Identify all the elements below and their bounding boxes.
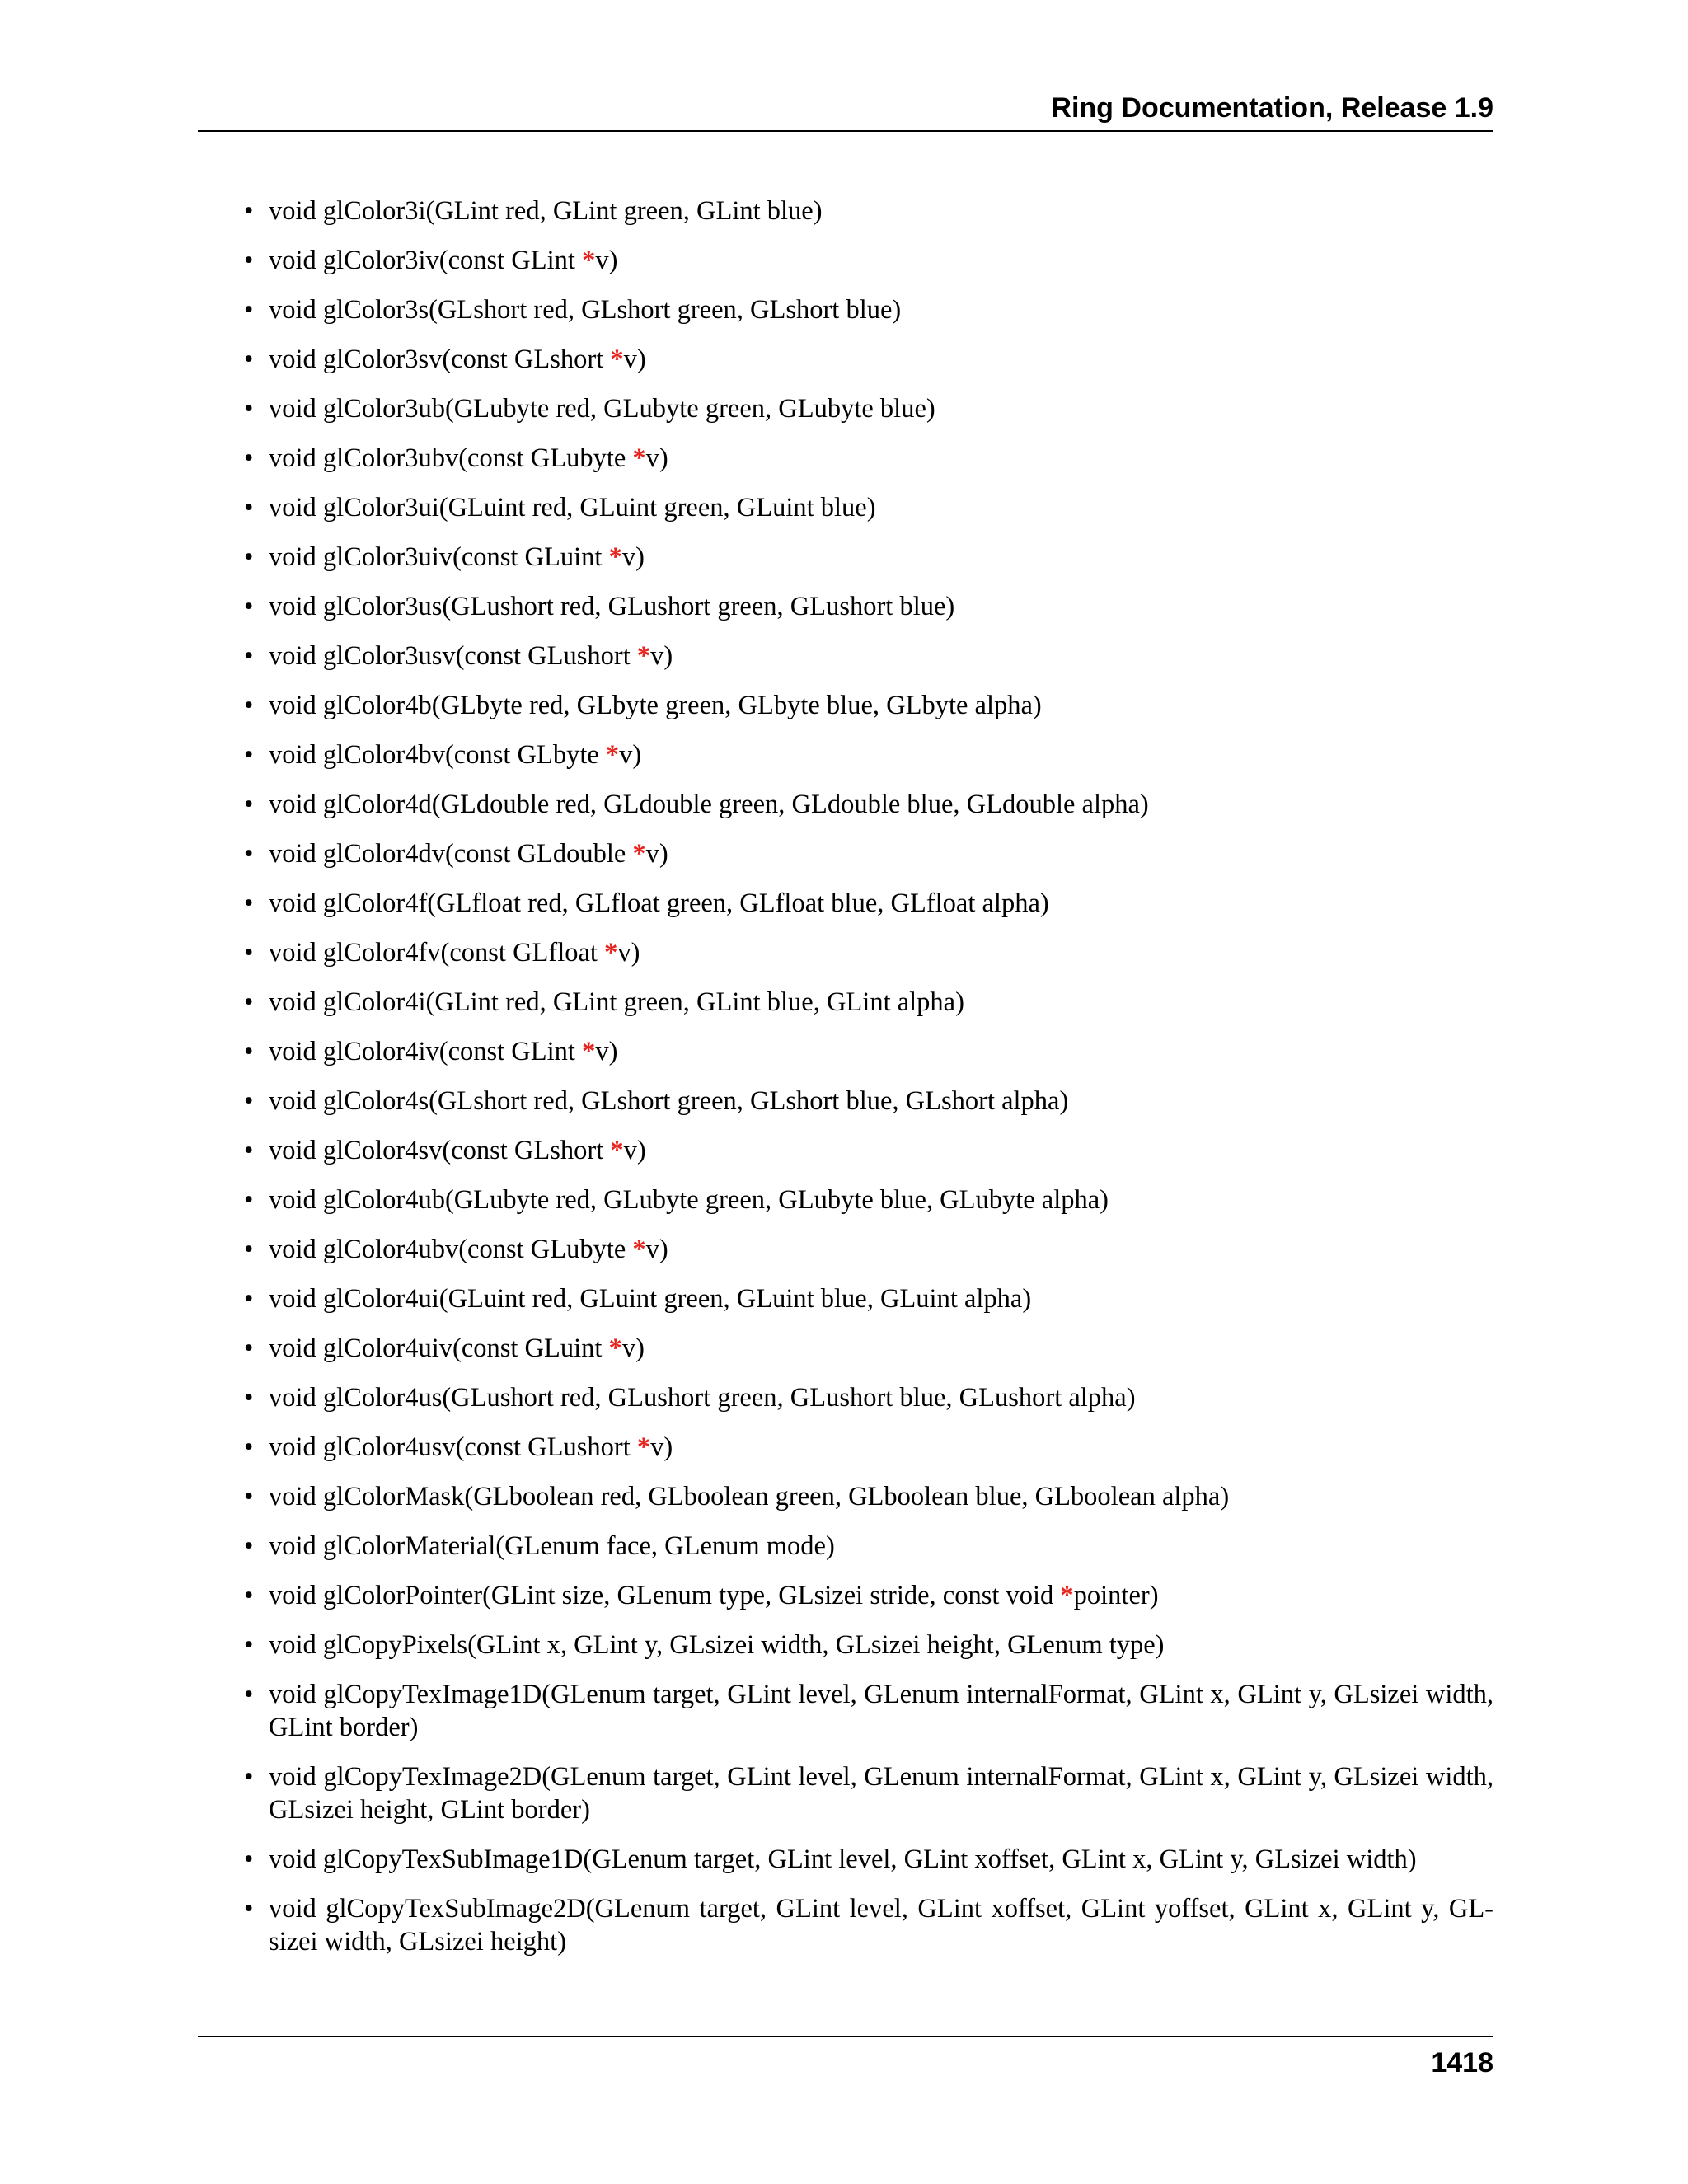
function-signature: void glCopyPixels(GLint x, GLint y, GLsizei width, GLsizei height, GLenum type) — [269, 1630, 1165, 1660]
list-item — [244, 293, 1493, 326]
list-item — [244, 986, 1493, 1019]
function-signature-tail: v) — [623, 344, 646, 374]
function-signature-tail: pointer) — [1073, 1581, 1159, 1610]
function-signature: void glCopyTexImage1D(GLenum target, GLint level, GLenum internalFormat, GLint x, GLint y, GLsizei width, GLint border) — [269, 1680, 1493, 1742]
bullet-icon: • — [244, 987, 254, 1017]
bullet-icon: • — [244, 790, 254, 819]
list-item — [244, 640, 1493, 673]
bullet-icon: • — [244, 443, 254, 473]
function-signature: void glColor3s(GLshort red, GLshort green, GLshort blue) — [269, 295, 902, 325]
function-signature: void glColor4us(GLushort red, GLushort green, GLushort blue, GLushort alpha) — [269, 1383, 1136, 1413]
list-item — [244, 343, 1493, 376]
function-signature: void glColor4f(GLfloat red, GLfloat green, GLfloat blue, GLfloat alpha) — [269, 888, 1049, 918]
function-signature-tail: v) — [645, 1235, 668, 1264]
list-item — [244, 1183, 1493, 1216]
bullet-icon: • — [244, 394, 254, 424]
function-signature-tail: v) — [645, 443, 668, 473]
list-item — [244, 1530, 1493, 1563]
function-signature: void glColor3sv(const GLshort — [269, 344, 611, 374]
function-signature: void glColor3i(GLint red, GLint green, GLint blue) — [269, 196, 823, 226]
function-signature: void glColor3us(GLushort red, GLushort green, GLushort blue) — [269, 592, 955, 621]
bullet-icon: • — [244, 344, 254, 374]
bullet-icon: • — [244, 1762, 254, 1792]
bullet-icon: • — [244, 1894, 254, 1924]
function-signature-tail: v) — [619, 740, 642, 770]
bullet-icon: • — [244, 641, 254, 671]
bullet-icon: • — [244, 246, 254, 275]
function-signature: void glColor4s(GLshort red, GLshort green, GLshort blue, GLshort alpha) — [269, 1086, 1069, 1116]
list-item — [244, 392, 1493, 425]
list-item — [244, 1233, 1493, 1266]
function-signature: void glColor3uiv(const GLuint — [269, 542, 609, 572]
function-signature: void glColor4i(GLint red, GLint green, GLint blue, GLint alpha) — [269, 987, 964, 1017]
function-signature: void glColor4bv(const GLbyte — [269, 740, 606, 770]
bullet-icon: • — [244, 1086, 254, 1116]
list-item — [244, 1892, 1493, 1958]
bullet-icon: • — [244, 1136, 254, 1165]
bullet-icon: • — [244, 1482, 254, 1511]
list-item — [244, 788, 1493, 821]
list-item — [244, 244, 1493, 277]
list-item — [244, 1843, 1493, 1876]
function-signature: void glCopyTexSubImage2D(GLenum target, GLint level, GLint xoffset, GLint yoffset, GLint x, GLint y, GL-sizei width, GLsizei height) — [269, 1894, 1493, 1957]
list-item — [244, 442, 1493, 475]
function-signature: void glColor4ub(GLubyte red, GLubyte green, GLubyte blue, GLubyte alpha) — [269, 1185, 1109, 1215]
list-item — [244, 1332, 1493, 1365]
pointer-asterisk: * — [636, 1432, 651, 1462]
function-signature: void glColor3iv(const GLint — [269, 246, 583, 275]
bullet-icon: • — [244, 691, 254, 720]
bullet-icon: • — [244, 938, 254, 968]
pointer-asterisk: * — [610, 1136, 624, 1165]
function-signature: void glColor4fv(const GLfloat — [269, 938, 605, 968]
pointer-asterisk: * — [608, 542, 622, 572]
function-signature-tail: v) — [595, 1037, 618, 1066]
bullet-icon: • — [244, 295, 254, 325]
function-signature: void glColorMaterial(GLenum face, GLenum mode) — [269, 1531, 835, 1561]
bullet-icon: • — [244, 1630, 254, 1660]
function-signature: void glColor4d(GLdouble red, GLdouble green, GLdouble blue, GLdouble alpha) — [269, 790, 1149, 819]
function-signature: void glCopyTexSubImage1D(GLenum target, GLint level, GLint xoffset, GLint x, GLint y, GLsizei width) — [269, 1844, 1417, 1874]
function-signature: void glColor4dv(const GLdouble — [269, 839, 633, 869]
pointer-asterisk: * — [582, 246, 596, 275]
list-item — [244, 1431, 1493, 1464]
list-item — [244, 1480, 1493, 1513]
function-signature-tail: v) — [650, 641, 673, 671]
pointer-asterisk: * — [605, 740, 620, 770]
footer-rule — [198, 2036, 1493, 2037]
list-item — [244, 837, 1493, 870]
function-signature: void glColorPointer(GLint size, GLenum type, GLsizei stride, const void — [269, 1581, 1061, 1610]
pointer-asterisk: * — [636, 641, 651, 671]
function-signature-tail: v) — [621, 542, 645, 572]
function-signature-tail: v) — [621, 1333, 645, 1363]
list-item — [244, 1629, 1493, 1661]
pointer-asterisk: * — [608, 1333, 622, 1363]
list-item — [244, 1381, 1493, 1414]
function-signature: void glColorMask(GLboolean red, GLboolean green, GLboolean blue, GLboolean alpha) — [269, 1482, 1230, 1511]
function-signature: void glColor3usv(const GLushort — [269, 641, 637, 671]
list-item — [244, 491, 1493, 524]
list-item — [244, 194, 1493, 227]
pointer-asterisk: * — [632, 839, 646, 869]
function-signature-tail: v) — [595, 246, 618, 275]
bullet-icon: • — [244, 1581, 254, 1610]
list-item — [244, 541, 1493, 574]
bullet-icon: • — [244, 493, 254, 523]
function-signature: void glColor4ui(GLuint red, GLuint green, GLuint blue, GLuint alpha) — [269, 1284, 1032, 1314]
function-signature: void glColor4iv(const GLint — [269, 1037, 583, 1066]
list-item — [244, 738, 1493, 771]
function-signature: void glColor3ub(GLubyte red, GLubyte green, GLubyte blue) — [269, 394, 935, 424]
list-item — [244, 689, 1493, 722]
bullet-icon: • — [244, 1680, 254, 1709]
list-item — [244, 887, 1493, 920]
function-signature: void glColor3ubv(const GLubyte — [269, 443, 633, 473]
pointer-asterisk: * — [1060, 1581, 1074, 1610]
list-item — [244, 1134, 1493, 1167]
bullet-icon: • — [244, 740, 254, 770]
bullet-icon: • — [244, 1333, 254, 1363]
bullet-icon: • — [244, 196, 254, 226]
list-item — [244, 1085, 1493, 1118]
function-signature-tail: v) — [645, 839, 668, 869]
list-item — [244, 936, 1493, 969]
list-item — [244, 590, 1493, 623]
bullet-icon: • — [244, 1235, 254, 1264]
bullet-icon: • — [244, 1037, 254, 1066]
bullet-icon: • — [244, 888, 254, 918]
list-item — [244, 1678, 1493, 1744]
list-item — [244, 1760, 1493, 1826]
function-signature-tail: v) — [623, 1136, 646, 1165]
bullet-icon: • — [244, 1432, 254, 1462]
bullet-icon: • — [244, 1531, 254, 1561]
bullet-icon: • — [244, 1185, 254, 1215]
function-list — [244, 194, 1493, 1975]
function-signature: void glColor4uiv(const GLuint — [269, 1333, 609, 1363]
page-number: 1418 — [1431, 2047, 1493, 2079]
function-signature: void glColor3ui(GLuint red, GLuint green, GLuint blue) — [269, 493, 876, 523]
page-header-title: Ring Documentation, Release 1.9 — [1051, 92, 1493, 124]
function-signature: void glColor4ubv(const GLubyte — [269, 1235, 633, 1264]
function-signature: void glColor4b(GLbyte red, GLbyte green, GLbyte blue, GLbyte alpha) — [269, 691, 1042, 720]
pointer-asterisk: * — [610, 344, 624, 374]
bullet-icon: • — [244, 839, 254, 869]
function-signature-tail: v) — [650, 1432, 673, 1462]
pointer-asterisk: * — [632, 1235, 646, 1264]
list-item — [244, 1579, 1493, 1612]
function-signature-tail: v) — [617, 938, 640, 968]
bullet-icon: • — [244, 542, 254, 572]
pointer-asterisk: * — [604, 938, 618, 968]
list-item — [244, 1282, 1493, 1315]
bullet-icon: • — [244, 1844, 254, 1874]
pointer-asterisk: * — [582, 1037, 596, 1066]
list-item — [244, 1035, 1493, 1068]
bullet-icon: • — [244, 1284, 254, 1314]
bullet-icon: • — [244, 592, 254, 621]
bullet-icon: • — [244, 1383, 254, 1413]
pointer-asterisk: * — [632, 443, 646, 473]
function-signature: void glColor4sv(const GLshort — [269, 1136, 611, 1165]
function-signature: void glCopyTexImage2D(GLenum target, GLint level, GLenum internalFormat, GLint x, GLint y, GLsizei width, GLsizei height, GLint border) — [269, 1762, 1493, 1825]
header-rule — [198, 130, 1493, 132]
function-signature: void glColor4usv(const GLushort — [269, 1432, 637, 1462]
